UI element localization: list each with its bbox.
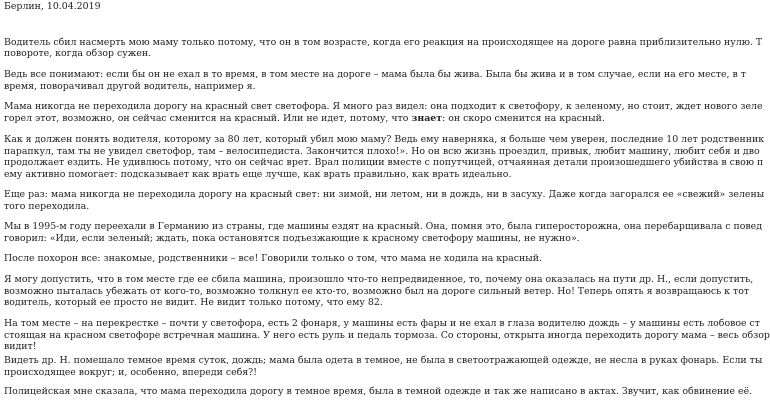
paragraph-line: парапкул, там ты не увидел светофор, там – велосипедиста. Закончится плохо!». Но он всю жизнь проездил, привык, любит машину, любит себя и дво [4, 146, 760, 157]
paragraph-line: Ведь все понимают: если бы он не ехал в то время, в том месте на дороге – мама была бы жива. Была бы жива и в том случае, если на его месте, в т [4, 69, 746, 80]
paragraph-line: На том месте – на перекрестке – почти у светофора, есть 2 фонаря, у машины есть фары и не ехал в глаза водителю дождь – у машины есть лобовое ст [4, 318, 760, 329]
paragraph-line-tail: : он скоро сменится на красный. [442, 113, 605, 124]
paragraph-line: Я могу допустить, что в том месте где ее сбила машина, произошло что-то непредвиденное, то, почему она оказалась на пути др. Н., если допустить, [4, 274, 754, 285]
paragraph-line: водитель, который ее просто не видит. Не видит только потому, что ему 82. [4, 297, 383, 308]
paragraph-line: Водитель сбил насмерть мою маму только потому, что он в том возрасте, когда его реакция на происходящее на дороге равна приблизительно нулю. Т [4, 37, 763, 48]
paragraph-line: стоящая на красном светофоре встречная машина. У него есть руль и педаль тормоза. Со стороны, открыта иногда переходить дорогу мама – весь обзор [4, 330, 770, 341]
paragraph-line: повороте, когда обзор сужен. [4, 48, 152, 59]
paragraph-line: ему активно помогает: подсказывает как врать еще лучше, как врать правильно, как врать идеально. [4, 169, 512, 180]
paragraph-line [4, 113, 605, 125]
paragraph-line: Мама никогда не переходила дорогу на красный свет светофора. Я много раз видел: она подходит к светофору, к зеленому, но стоит, ждет нового зеле [4, 101, 763, 112]
paragraph-line: того переходила. [4, 201, 90, 212]
emphasized-word: знает [411, 113, 443, 124]
paragraph-line: возможно пыталась убежать от кого-то, возможно толкнул ее кто-то, возможно был на дороге сильный ветер. Но! Теперь опять я возвращаюсь к тот [4, 286, 750, 297]
document-date-header: Берлин, 10.04.2019 [4, 1, 101, 12]
paragraph-line: Видеть др. Н. помешало темное время суток, дождь; мама была одета в темное, не была в светоотражающей одежде, не несла в руках фонарь. Если ты [4, 355, 763, 366]
paragraph-line: видит! [4, 341, 37, 352]
paragraph-line: время, поворачивал другой водитель, например я. [4, 81, 256, 92]
paragraph-line-text: горел этот, возможно, он сейчас сменится на красный. Или не идет, потому, что [4, 113, 412, 124]
paragraph-line: После похорон все: знакомые, родственники – все! Говорили только о том, что мама не ходила на красный. [4, 253, 542, 264]
paragraph-line: Полицейская мне сказала, что мама переходила дорогу в темное время, была в темной одежде и так же написано в актах. Звучит, как обвинение её. [4, 386, 753, 397]
paragraph-line: Мы в 1995-м году переехали в Германию из страны, где машины ездят на красный. Она, помня это, была гиперосторожна, она перебарщивала с повед [4, 221, 763, 232]
paragraph-line: Как я должен понять водителя, которому за 80 лет, который убил мою маму? Ведь ему наверняка, я больше чем уверен, последние 10 лет родственник [4, 134, 765, 145]
paragraph-line: говорил: «Иди, если зеленый; ждать, пока остановятся подъезжающие к красному светофору машины, не нужно». [4, 233, 580, 244]
paragraph-line: происходящее вокруг; и, особенно, впереди себя?! [4, 367, 257, 378]
paragraph-line: продолжает ездить. Не удивлюсь потому, что он сейчас врет. Врал полиции вместе с попутчицей, отчаянная детали произошедшего убийства в свою п [4, 157, 764, 168]
paragraph-line: Еще раз: мама никогда не переходила дорогу на красный свет: ни зимой, ни летом, ни в дождь, ни в засуху. Даже когда загорался ее «свежий» зелены [4, 189, 765, 200]
